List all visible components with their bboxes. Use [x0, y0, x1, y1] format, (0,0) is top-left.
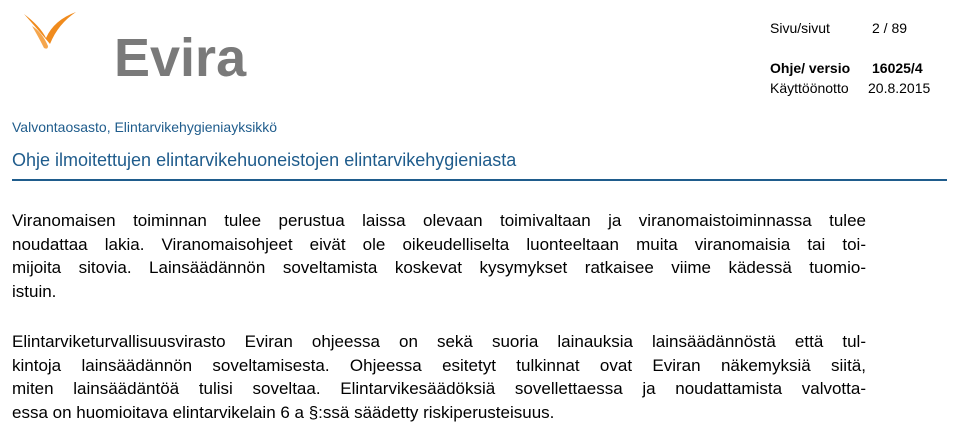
paragraph-line: mijoita sitovia. Lainsäädännön soveltamista koskevat kysymykset ratkaisee viime kädessä tuomio-: [12, 256, 866, 280]
paragraph-2: [12, 330, 866, 424]
evira-logo: [18, 6, 258, 84]
date-label: Käyttöönotto: [770, 80, 849, 96]
paragraph-line: Viranomaisen toiminnan tulee perustua laissa olevaan toimivaltaan ja viranomaistoiminnassa tulee: [12, 209, 866, 233]
page-value: 2 / 89: [872, 20, 907, 36]
version-label: Ohje/ versio: [770, 60, 850, 76]
date-value: 20.8.2015: [868, 80, 930, 96]
version-value: 16025/4: [872, 60, 923, 76]
paragraph-1: [12, 209, 866, 303]
page-label: Sivu/sivut: [770, 20, 830, 36]
paragraph-line: kintoja lainsäädännön soveltamisesta. Ohjeessa esitetyt tulkinnat ovat Eviran näkemyksiä siitä,: [12, 354, 866, 378]
department-name: Valvontaosasto, Elintarvikehygieniayksikkö: [12, 119, 277, 135]
title-divider: [12, 179, 947, 181]
logo-swoosh: [24, 12, 76, 44]
logo-text: Evira: [114, 28, 247, 84]
document-title: Ohje ilmoitettujen elintarvikehuoneistojen elintarvikehygieniasta: [12, 150, 516, 171]
paragraph-line: istuin.: [12, 280, 866, 304]
paragraph-line: miten lainsäädäntöä tulisi soveltaa. Elintarvikesäädöksiä sovellettaessa ja noudattamista valvotta-: [12, 377, 866, 401]
paragraph-line: essa on huomioitava elintarvikelain 6 a §:ssä säädetty riskiperusteisuus.: [12, 401, 866, 424]
paragraph-line: noudattaa lakia. Viranomaisohjeet eivät ole oikeudelliselta luonteeltaan muita viranomaisia tai toi-: [12, 233, 866, 257]
paragraph-line: Elintarviketurvallisuusvirasto Eviran ohjeessa on sekä suoria lainauksia lainsäädännöstä että tul-: [12, 330, 866, 354]
